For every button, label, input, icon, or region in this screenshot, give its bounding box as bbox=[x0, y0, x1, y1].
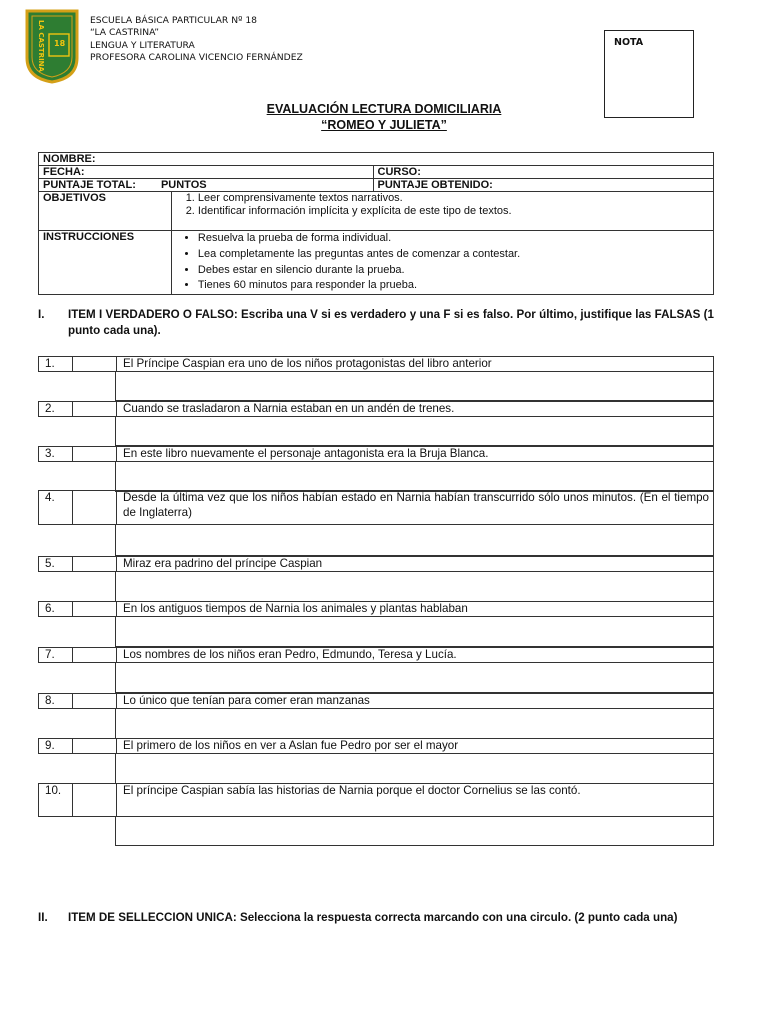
tf-item-1 bbox=[38, 356, 714, 401]
item-number: 6. bbox=[39, 602, 73, 616]
justification-field[interactable] bbox=[115, 817, 714, 846]
instruction-item: • Resuelva la prueba de forma individual. bbox=[198, 231, 709, 247]
obtained-score-field[interactable] bbox=[373, 179, 713, 192]
course-label: CURSO: bbox=[377, 166, 421, 178]
answer-box[interactable] bbox=[73, 357, 117, 371]
objective-item: 2. Identificar información implícita y explícita de este tipo de textos. bbox=[198, 205, 709, 218]
item-question: Cuando se trasladaron a Narnia estaban en un andén de trenes. bbox=[123, 402, 455, 415]
section-1-text: ITEM I VERDADERO O FALSO: Escriba una V si es verdadero y una F si es falso. Por último, justifique las FALSAS (1 punto cada una). bbox=[68, 308, 714, 337]
item-number: 4. bbox=[39, 491, 73, 524]
answer-box[interactable] bbox=[73, 694, 117, 708]
item-question: Los nombres de los niños eran Pedro, Edmundo, Teresa y Lucía. bbox=[123, 648, 457, 661]
tf-item-2 bbox=[38, 401, 714, 446]
item-number: 2. bbox=[39, 402, 73, 416]
answer-box[interactable] bbox=[73, 784, 117, 816]
answer-box[interactable] bbox=[73, 648, 117, 662]
section-2-number: II. bbox=[38, 911, 48, 924]
instructions-cell bbox=[171, 231, 713, 295]
school-header bbox=[90, 15, 303, 64]
item-question: En este libro nuevamente el personaje antagonista era la Bruja Blanca. bbox=[123, 447, 489, 460]
section-2-text: ITEM DE SELLECCION UNICA: Selecciona la respuesta correcta marcando con una circulo. (2 punto cada una) bbox=[68, 911, 678, 924]
logo-text: LA CASTRINA bbox=[37, 20, 45, 72]
book-title: “ROMEO Y JULIETA” bbox=[321, 118, 447, 132]
item-number: 3. bbox=[39, 447, 73, 461]
item-question: Miraz era padrino del príncipe Caspian bbox=[123, 557, 323, 570]
objective-item: 1. Leer comprensivamente textos narrativos. bbox=[198, 192, 709, 205]
course-field[interactable] bbox=[373, 166, 713, 179]
justification-field[interactable] bbox=[115, 709, 714, 739]
school-logo bbox=[24, 8, 80, 84]
item-question: El primero de los niños en ver a Aslan fue Pedro por ser el mayor bbox=[123, 739, 459, 752]
section-2-heading bbox=[38, 910, 714, 944]
obtained-score-label: PUNTAJE OBTENIDO: bbox=[377, 179, 493, 191]
tf-item-10 bbox=[38, 783, 714, 846]
tf-item-5 bbox=[38, 556, 714, 602]
item-number: 10. bbox=[39, 784, 73, 816]
date-field[interactable] bbox=[39, 166, 374, 179]
tf-item-3 bbox=[38, 446, 714, 492]
justification-field[interactable] bbox=[115, 572, 714, 602]
instruction-item: • Lea completamente las preguntas antes de comenzar a contestar. bbox=[198, 247, 709, 263]
justification-field[interactable] bbox=[115, 462, 714, 492]
item-question: El Príncipe Caspian era uno de los niños protagonistas del libro anterior bbox=[123, 357, 492, 370]
justification-field[interactable] bbox=[115, 525, 714, 556]
item-question: Lo único que tenían para comer eran manzanas bbox=[123, 694, 370, 707]
instruction-item: • Tienes 60 minutos para responder la prueba. bbox=[198, 278, 709, 294]
objectives-cell bbox=[171, 192, 713, 231]
tf-item-7 bbox=[38, 647, 714, 693]
justification-field[interactable] bbox=[115, 754, 714, 784]
date-label: FECHA: bbox=[43, 166, 85, 178]
points-label: PUNTOS bbox=[160, 179, 207, 191]
logo-number: 18 bbox=[54, 39, 66, 48]
answer-box[interactable] bbox=[73, 491, 117, 524]
student-info-table bbox=[38, 152, 714, 295]
item-number: 8. bbox=[39, 694, 73, 708]
tf-item-9 bbox=[38, 738, 714, 784]
justification-field[interactable] bbox=[115, 617, 714, 647]
instruction-item: • Debes estar en silencio durante la prueba. bbox=[198, 263, 709, 279]
section-1-heading bbox=[38, 307, 714, 341]
name-field[interactable] bbox=[39, 153, 714, 166]
answer-box[interactable] bbox=[73, 402, 117, 416]
justification-field[interactable] bbox=[115, 663, 714, 693]
answer-box[interactable] bbox=[73, 602, 117, 616]
item-number: 1. bbox=[39, 357, 73, 371]
page-title: EVALUACIÓN LECTURA DOMICILIARIA bbox=[266, 102, 502, 116]
objectives-label: OBJETIVOS bbox=[39, 192, 172, 231]
item-number: 7. bbox=[39, 648, 73, 662]
name-label: NOMBRE: bbox=[43, 153, 96, 165]
answer-box[interactable] bbox=[73, 447, 117, 461]
instructions-label: INSTRUCCIONES bbox=[39, 231, 172, 295]
tf-item-8 bbox=[38, 693, 714, 739]
subject: LENGUA Y LITERATURA bbox=[90, 39, 195, 51]
teacher-name: PROFESORA CAROLINA VICENCIO FERNÁNDEZ bbox=[90, 51, 303, 63]
item-question: El príncipe Caspian sabía las historias de Narnia porque el doctor Cornelius se las contó. bbox=[123, 784, 581, 797]
item-number: 5. bbox=[39, 557, 73, 571]
school-short-name: “LA CASTRINA” bbox=[90, 27, 160, 39]
tf-item-6 bbox=[38, 601, 714, 647]
tf-item-4 bbox=[38, 490, 714, 556]
school-name: ESCUELA BÁSICA PARTICULAR Nº 18 bbox=[90, 15, 258, 26]
grade-label: NOTA bbox=[614, 37, 644, 48]
section-1-number: I. bbox=[38, 308, 45, 321]
item-question: Desde la última vez que los niños habían estado en Narnia habían transcurrido sólo unos minutos. (En el tiempo de Inglaterra) bbox=[123, 491, 709, 519]
item-number: 9. bbox=[39, 739, 73, 753]
total-score-field bbox=[39, 179, 374, 192]
answer-box[interactable] bbox=[73, 557, 117, 571]
justification-field[interactable] bbox=[115, 372, 714, 401]
answer-box[interactable] bbox=[73, 739, 117, 753]
total-score-label: PUNTAJE TOTAL: bbox=[43, 179, 136, 191]
item-question: En los antiguos tiempos de Narnia los animales y plantas hablaban bbox=[123, 602, 468, 615]
justification-field[interactable] bbox=[115, 417, 714, 446]
